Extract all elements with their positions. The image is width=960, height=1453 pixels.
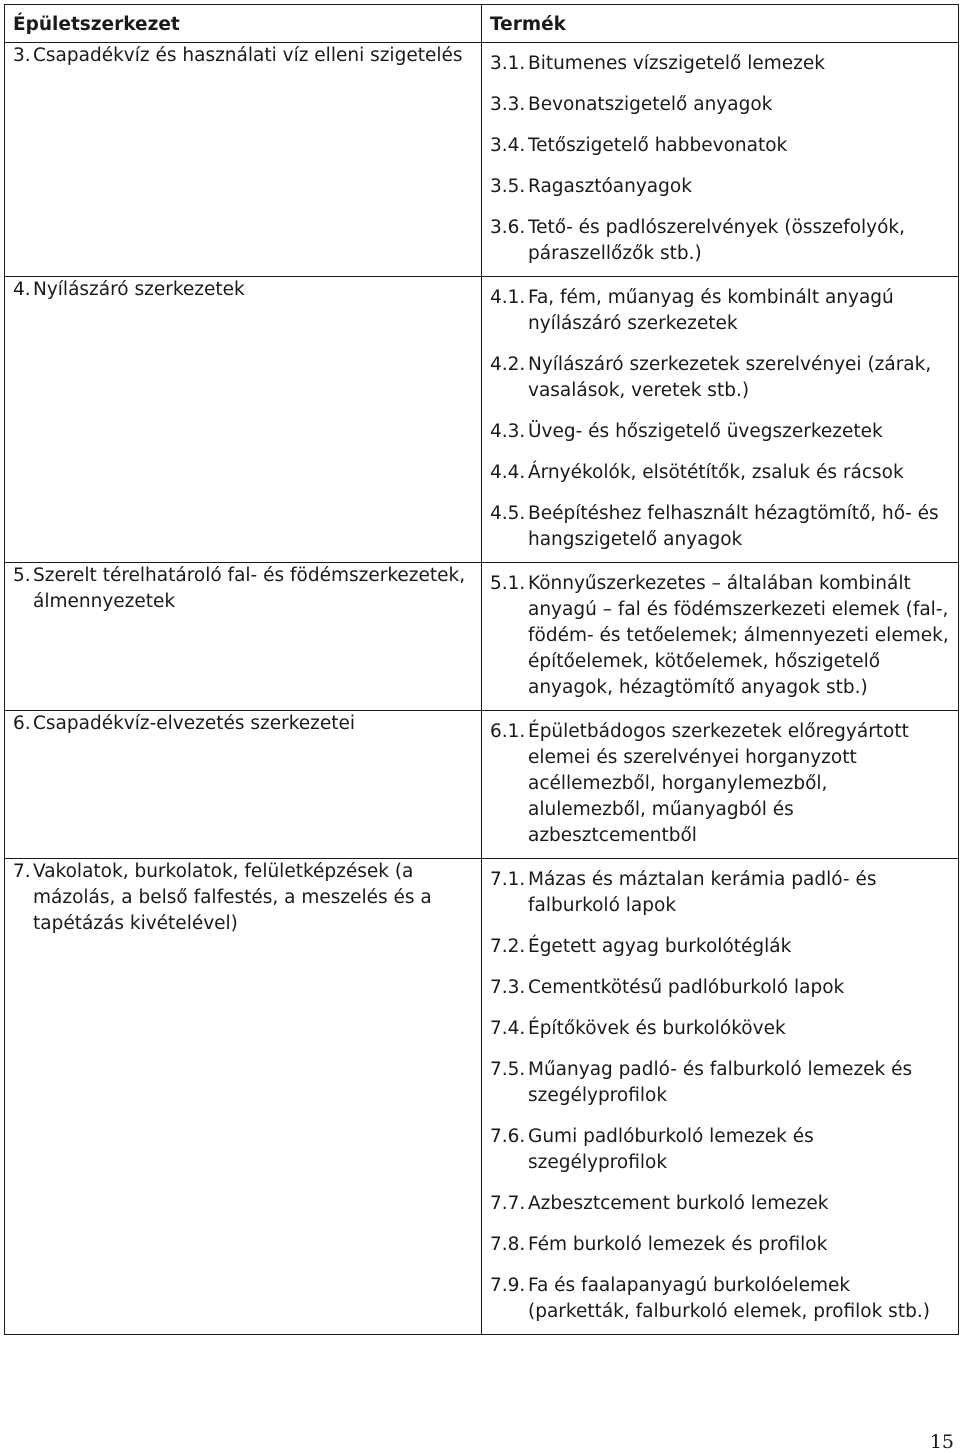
table-row <box>5 859 959 1335</box>
list-item <box>490 1057 950 1109</box>
product-number: 3.3. <box>490 94 526 115</box>
structure-number: 7. <box>13 861 31 882</box>
list-item <box>490 1124 950 1176</box>
product-number: 4.4. <box>490 462 526 483</box>
product-number: 7.1. <box>490 869 526 890</box>
product-cell <box>482 277 959 563</box>
structure-name: Csapadékvíz és használati víz elleni szigetelés <box>33 45 463 66</box>
table-row <box>5 563 959 711</box>
product-name: Üveg- és hőszigetelő üvegszerkezetek <box>528 421 883 442</box>
structure-cell <box>5 563 482 711</box>
list-item <box>490 419 950 445</box>
table-header-row <box>5 5 959 43</box>
page-number: 15 <box>929 1431 954 1453</box>
product-name: Műanyag padló- és falburkoló lemezek és szegélyprofilok <box>528 1059 913 1106</box>
product-name: Bitumenes vízszigetelő lemezek <box>528 53 825 74</box>
product-number: 4.5. <box>490 503 526 524</box>
product-name: Könnyűszerkezetes – általában kombinált anyagú – fal és födémszerkezeti elemek (fal-, födém- és tetőelemek; álmennyezeti elemek, építőelemek, kötőelemek, hőszigetelő anyagok, hézagtömítő anyagok stb.) <box>528 573 949 698</box>
product-table <box>4 4 959 1335</box>
structure-label <box>13 563 473 615</box>
list-item <box>490 1232 950 1258</box>
list-item <box>490 867 950 919</box>
list-item <box>490 1273 950 1325</box>
header-product: Termék <box>482 5 959 43</box>
product-name: Cementkötésű padlóburkoló lapok <box>528 977 845 998</box>
list-item <box>490 460 950 486</box>
structure-number: 3. <box>13 45 31 66</box>
product-number: 7.6. <box>490 1126 526 1147</box>
product-number: 7.4. <box>490 1018 526 1039</box>
product-number: 7.8. <box>490 1234 526 1255</box>
product-number: 3.5. <box>490 176 526 197</box>
list-item <box>490 352 950 404</box>
product-number: 3.6. <box>490 217 526 238</box>
product-name: Beépítéshez felhasznált hézagtömítő, hő- és hangszigetelő anyagok <box>528 503 939 550</box>
table-row <box>5 43 959 277</box>
product-name: Tetőszigetelő habbevonatok <box>528 135 788 156</box>
structure-cell <box>5 277 482 563</box>
list-item <box>490 92 950 118</box>
table-body <box>5 43 959 1335</box>
list-item <box>490 1191 950 1217</box>
product-name: Fa és faalapanyagú burkolóelemek (parketták, falburkoló elemek, profilok stb.) <box>528 1275 930 1322</box>
structure-label <box>13 43 473 69</box>
list-item <box>490 285 950 337</box>
product-name: Árnyékolók, elsötétítők, zsaluk és rácsok <box>528 462 904 483</box>
list-item <box>490 501 950 553</box>
product-number: 7.5. <box>490 1059 526 1080</box>
product-name: Gumi padlóburkoló lemezek és szegélyprofilok <box>528 1126 814 1173</box>
structure-label <box>13 277 473 303</box>
structure-label <box>13 711 473 737</box>
product-cell <box>482 859 959 1335</box>
product-cell <box>482 43 959 277</box>
product-name: Fém burkoló lemezek és profilok <box>528 1234 828 1255</box>
product-number: 3.1. <box>490 53 526 74</box>
header-building-structure: Épületszerkezet <box>5 5 482 43</box>
product-cell <box>482 711 959 859</box>
product-number: 4.2. <box>490 354 526 375</box>
product-number: 5.1. <box>490 573 526 594</box>
structure-cell <box>5 43 482 277</box>
product-number: 7.7. <box>490 1193 526 1214</box>
structure-name: Vakolatok, burkolatok, felületképzések (a mázolás, a belső falfestés, a meszelés és a tapétázás kivételével) <box>33 861 432 934</box>
product-number: 7.9. <box>490 1275 526 1296</box>
product-number: 7.3. <box>490 977 526 998</box>
product-name: Nyílászáró szerkezetek szerelvényei (zárak, vasalások, veretek stb.) <box>528 354 932 401</box>
product-name: Ragasztóanyagok <box>528 176 692 197</box>
list-item <box>490 934 950 960</box>
list-item <box>490 719 950 849</box>
structure-number: 4. <box>13 279 31 300</box>
structure-name: Szerelt térelhatároló fal- és födémszerkezetek, álmennyezetek <box>33 565 466 612</box>
structure-name: Nyílászáró szerkezetek <box>33 279 245 300</box>
list-item <box>490 571 950 701</box>
list-item <box>490 975 950 1001</box>
table-row <box>5 711 959 859</box>
product-name: Mázas és máztalan kerámia padló- és falburkoló lapok <box>528 869 877 916</box>
list-item <box>490 215 950 267</box>
product-number: 3.4. <box>490 135 526 156</box>
product-name: Azbesztcement burkoló lemezek <box>528 1193 829 1214</box>
structure-cell <box>5 711 482 859</box>
product-number: 4.1. <box>490 287 526 308</box>
structure-label <box>13 859 473 937</box>
structure-cell <box>5 859 482 1335</box>
structure-name: Csapadékvíz-elvezetés szerkezetei <box>33 713 356 734</box>
table-row <box>5 277 959 563</box>
product-name: Égetett agyag burkolótéglák <box>528 936 792 957</box>
list-item <box>490 174 950 200</box>
product-name: Építőkövek és burkolókövek <box>528 1018 786 1039</box>
list-item <box>490 133 950 159</box>
product-cell <box>482 563 959 711</box>
product-name: Fa, fém, műanyag és kombinált anyagú nyílászáró szerkezetek <box>528 287 894 334</box>
list-item <box>490 1016 950 1042</box>
product-name: Épületbádogos szerkezetek előregyártott elemei és szerelvényei horganyzott acéllemezből, horganylemezből, alulemezből, műanyagból és azbesztcementből <box>528 721 909 846</box>
product-number: 7.2. <box>490 936 526 957</box>
structure-number: 6. <box>13 713 31 734</box>
product-name: Bevonatszigetelő anyagok <box>528 94 773 115</box>
structure-number: 5. <box>13 565 31 586</box>
list-item <box>490 51 950 77</box>
product-number: 6.1. <box>490 721 526 742</box>
product-name: Tető- és padlószerelvények (összefolyók, páraszellőzők stb.) <box>528 217 906 264</box>
product-number: 4.3. <box>490 421 526 442</box>
